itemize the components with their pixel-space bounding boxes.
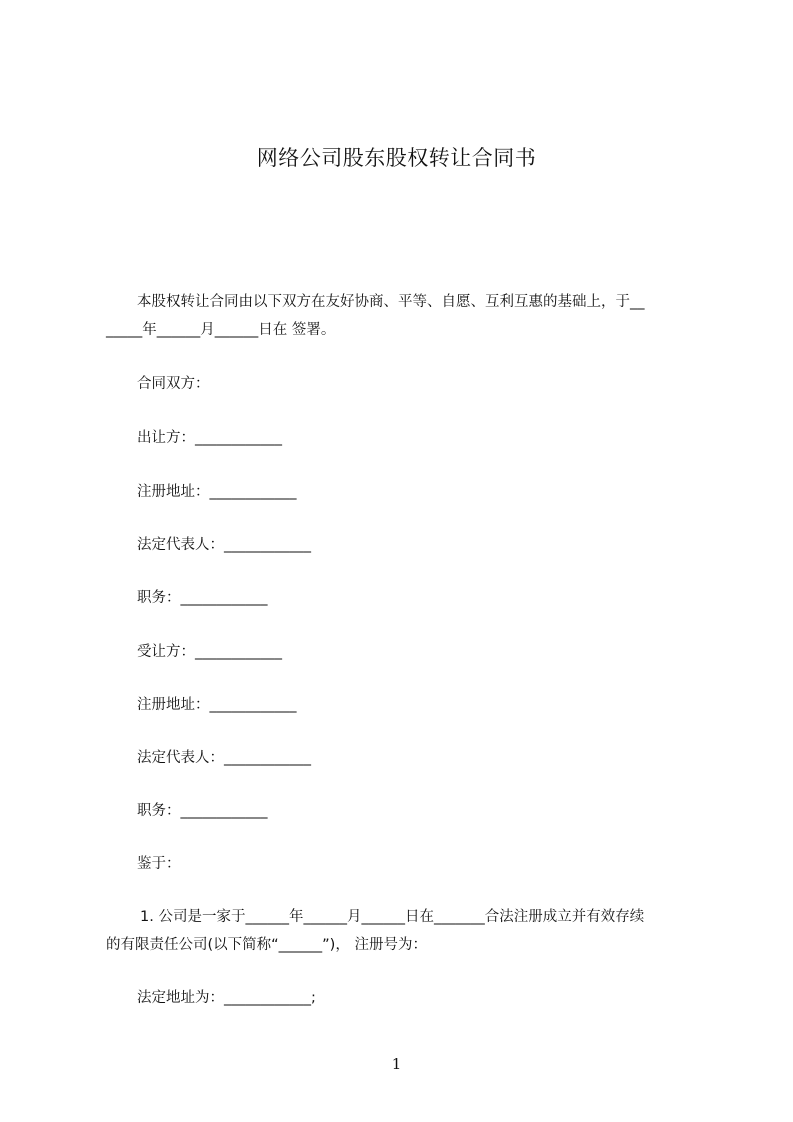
page-number: 1 bbox=[391, 1055, 402, 1073]
transferee-address-field: 注册地址：____________ bbox=[137, 697, 297, 713]
transferor-field: 出让方：____________ bbox=[137, 430, 282, 446]
document-title: 网络公司股东股权转让合同书 bbox=[256, 146, 537, 170]
whereas-heading: 鉴于： bbox=[137, 856, 181, 872]
transferee-title-field: 职务：____________ bbox=[137, 803, 268, 819]
transferor-rep-field: 法定代表人：____________ bbox=[137, 537, 311, 553]
transferor-title-field: 职务：____________ bbox=[137, 590, 268, 606]
legal-address-field: 法定地址为：____________; bbox=[137, 990, 316, 1006]
transferor-address-field: 注册地址：____________ bbox=[137, 484, 297, 500]
transferee-field: 受让方：____________ bbox=[137, 644, 282, 660]
intro-line-2: _____年______月______日在 签署。 bbox=[106, 322, 336, 338]
clause-1-line-2: 的有限责任公司(以下简称“______”)， 注册号为： bbox=[106, 937, 427, 953]
clause-1-line-1: 1. 公司是一家于______年______月______日在_______合法注册成立并有效存续 bbox=[140, 909, 645, 925]
parties-heading: 合同双方： bbox=[137, 376, 210, 392]
intro-line-1: 本股权转让合同由以下双方在友好协商、平等、自愿、互利互惠的基础上，于__ bbox=[137, 294, 645, 310]
transferee-rep-field: 法定代表人：____________ bbox=[137, 750, 311, 766]
